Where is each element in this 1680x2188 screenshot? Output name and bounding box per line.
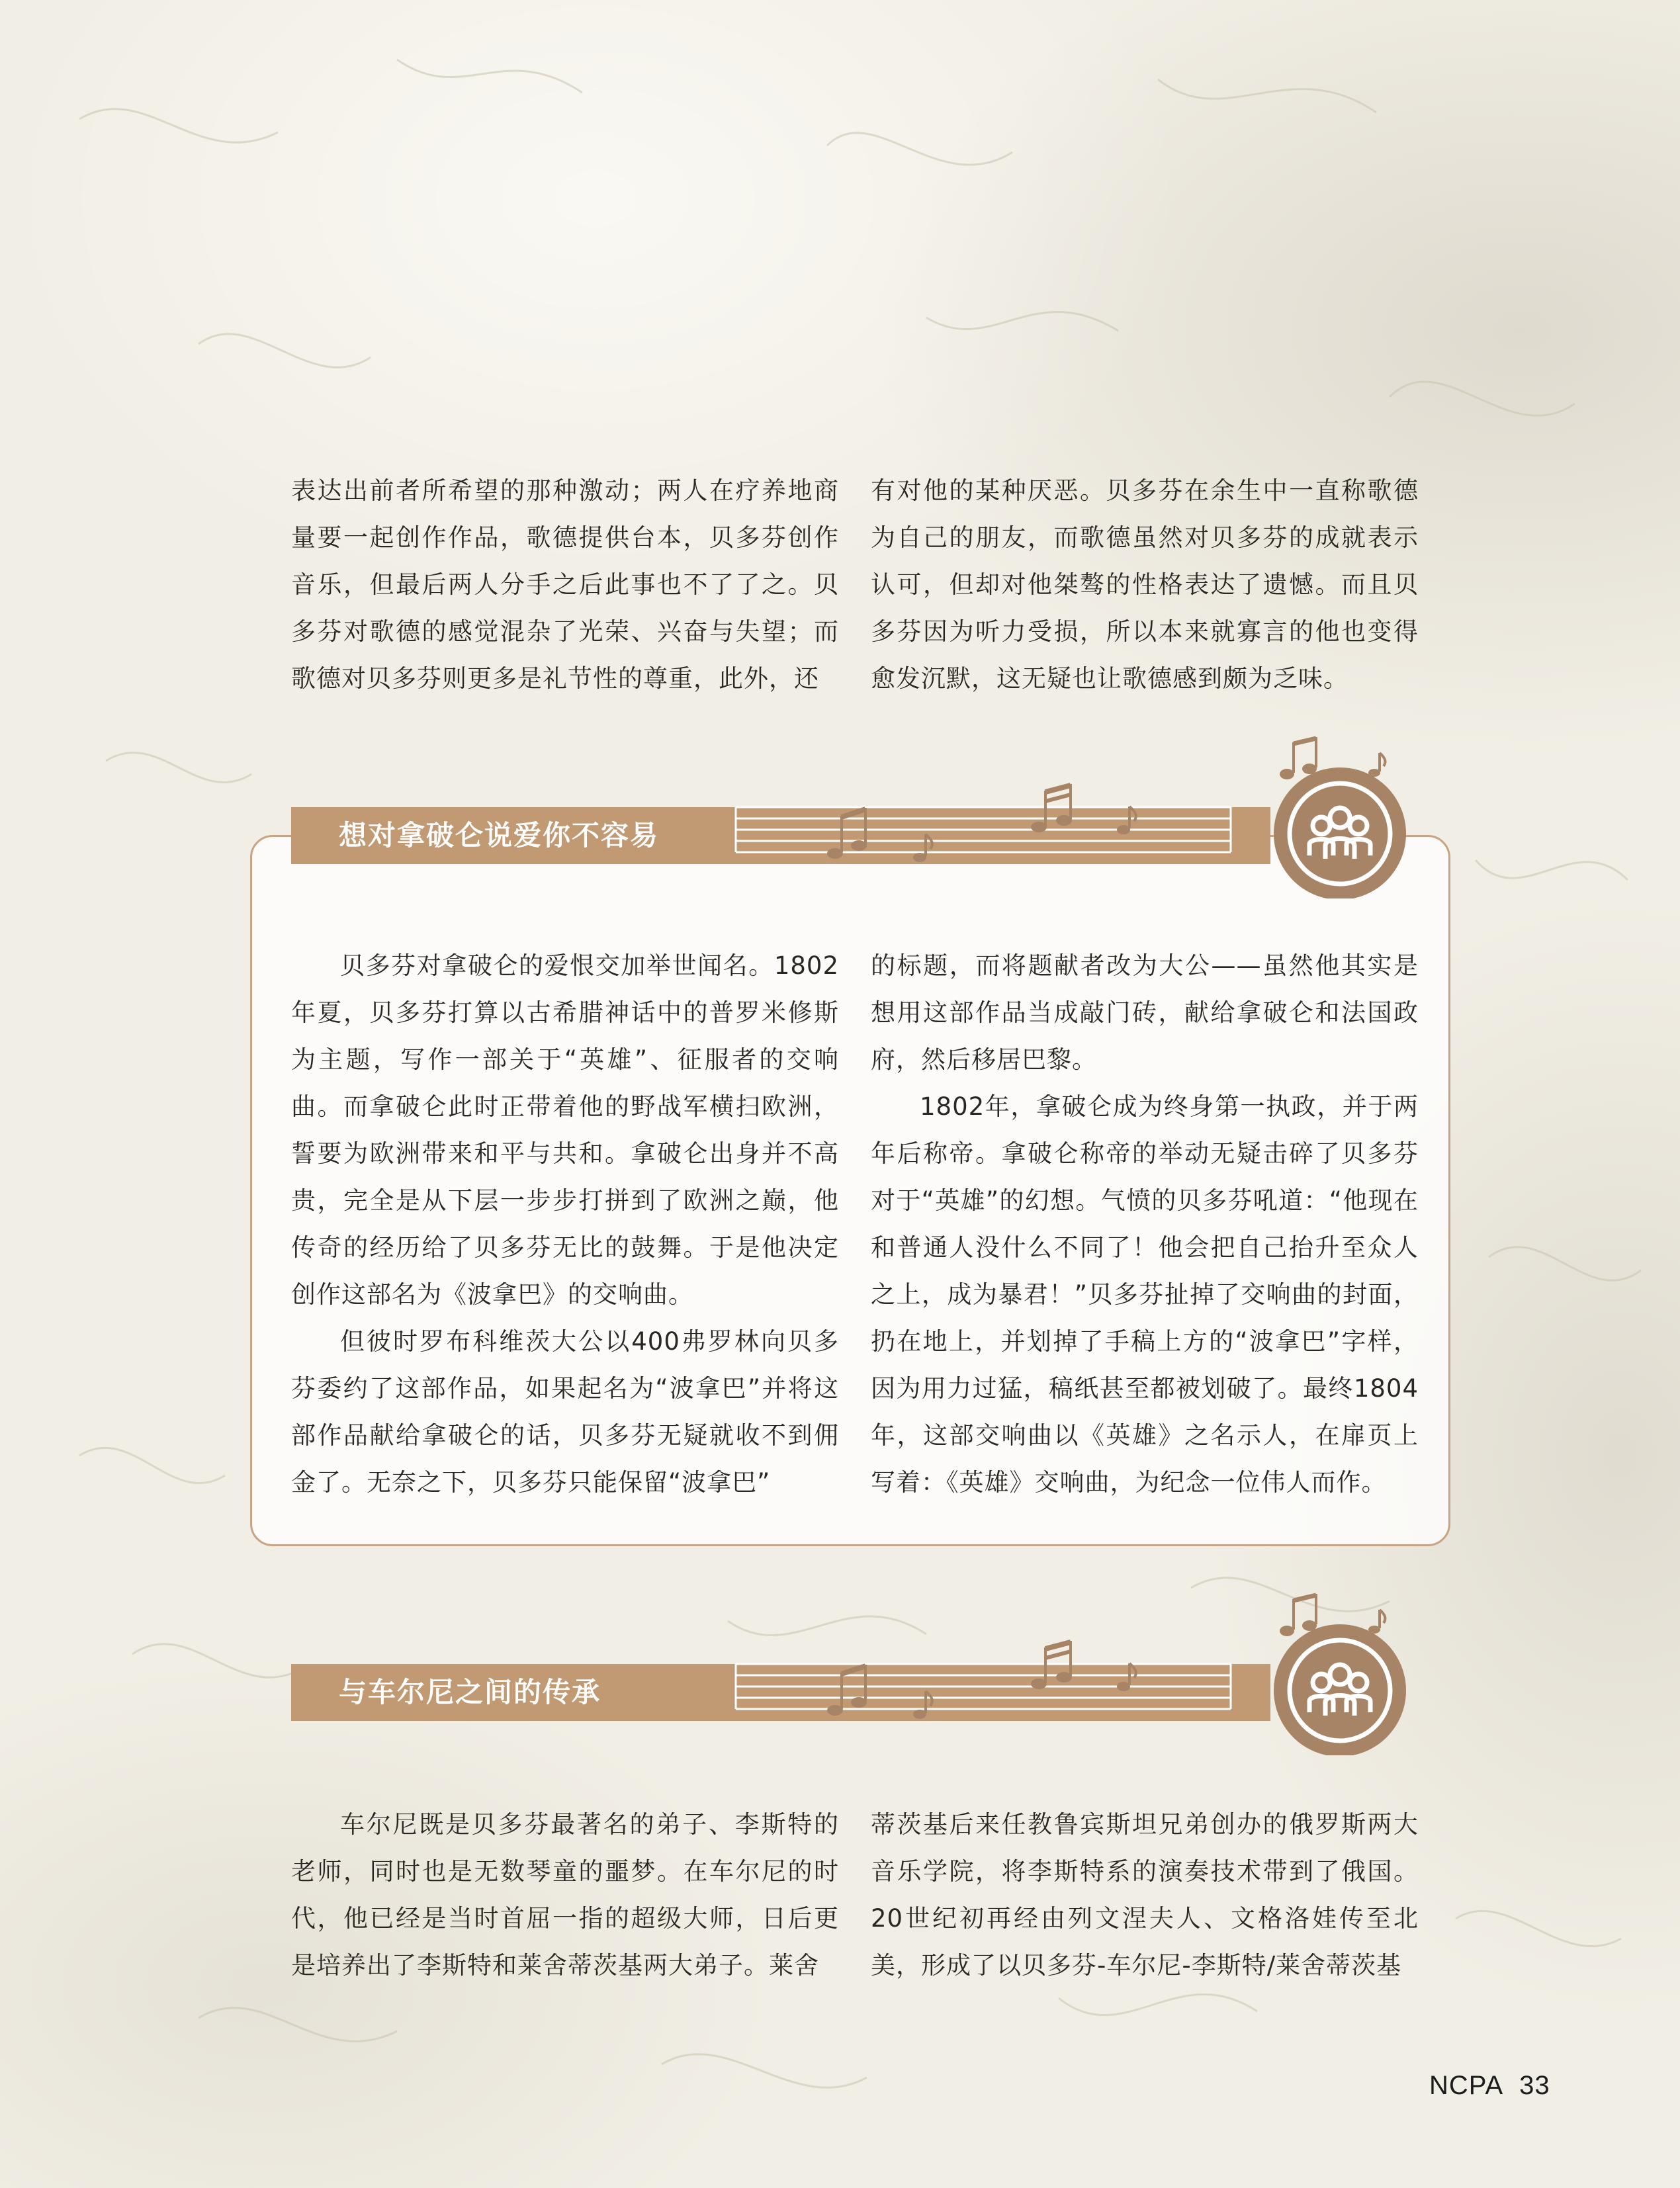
paragraph: 蒂茨基后来任教鲁宾斯坦兄弟创办的俄罗斯两大音乐学院，将李斯特系的演奏技术带到了俄国。20世纪初再经由列文涅夫人、文格洛娃传至北美，形成了以贝多芬-车尔尼-李斯特/莱舍蒂茨基 [871, 1810, 1419, 1980]
section-title: 与车尔尼之间的传承 [339, 1676, 601, 1708]
music-notes-icon [728, 1634, 1244, 1727]
audience-icon [1260, 1590, 1413, 1755]
section1-right-column [871, 942, 1419, 1506]
paragraph: 贝多芬对拿破仑的爱恨交加举世闻名。1802年夏，贝多芬打算以古希腊神话中的普罗米修斯为主题，写作一部关于“英雄”、征服者的交响曲。而拿破仑此时正带着他的野战军横扫欧洲，誓要为欧洲带来和平与共和。拿破仑出身并不高贵，完全是从下层一步步打拼到了欧洲之巅，他传奇的经历给了贝多芬无比的鼓舞。于是他决定创作这部名为《波拿巴》的交响曲。 [291, 951, 839, 1309]
top-right-column [871, 467, 1419, 702]
section2-right-column [871, 1801, 1419, 1989]
paragraph: 表达出前者所希望的那种激动；两人在疗养地商量要一起创作作品，歌德提供台本，贝多芬创作音乐，但最后两人分手之后此事也不了了之。贝多芬对歌德的感觉混杂了光荣、兴奋与失望；而歌德对贝多芬则更多是礼节性的尊重，此外，还 [291, 476, 839, 693]
section1-left-column [291, 942, 839, 1506]
audience-icon [1260, 733, 1413, 898]
paragraph: 车尔尼既是贝多芬最著名的弟子、李斯特的老师，同时也是无数琴童的噩梦。在车尔尼的时代，他已经是当时首屈一指的超级大师，日后更是培养出了李斯特和莱舍蒂茨基两大弟子。莱舍 [291, 1810, 839, 1980]
section2-left-column [291, 1801, 839, 1989]
paragraph: 的标题，而将题献者改为大公——虽然他其实是想用这部作品当成敲门砖，献给拿破仑和法国政府，然后移居巴黎。 [871, 951, 1419, 1074]
section-title: 想对拿破仑说爱你不容易 [339, 819, 660, 852]
page-footer [1429, 2071, 1550, 2101]
paragraph: 1802年，拿破仑成为终身第一执政，并于两年后称帝。拿破仑称帝的举动无疑击碎了贝多芬对于“英雄”的幻想。气愤的贝多芬吼道：“他现在和普通人没什么不同了！他会把自己抬升至众人之上，成为暴君！”贝多芬扯掉了交响曲的封面，扔在地上，并划掉了手稿上方的“波拿巴”字样，因为用力过猛，稿纸甚至都被划破了。最终1804年，这部交响曲以《英雄》之名示人，在扉页上写着：《英雄》交响曲，为纪念一位伟人而作。 [871, 1092, 1419, 1497]
paragraph: 有对他的某种厌恶。贝多芬在余生中一直称歌德为自己的朋友，而歌德虽然对贝多芬的成就表示认可，但却对他桀骜的性格表达了遗憾。而且贝多芬因为听力受损，所以本来就寡言的他也变得愈发沉默，这无疑也让歌德感到颇为乏味。 [871, 476, 1419, 693]
page-number: 33 [1519, 2071, 1550, 2100]
music-notes-icon [728, 777, 1244, 870]
paragraph: 但彼时罗布科维茨大公以400弗罗林向贝多芬委约了这部作品，如果起名为“波拿巴”并将这部作品献给拿破仑的话，贝多芬无疑就收不到佣金了。无奈之下，贝多芬只能保留“波拿巴” [291, 1327, 839, 1497]
top-left-column [291, 467, 839, 702]
brand-label: NCPA [1429, 2071, 1502, 2100]
